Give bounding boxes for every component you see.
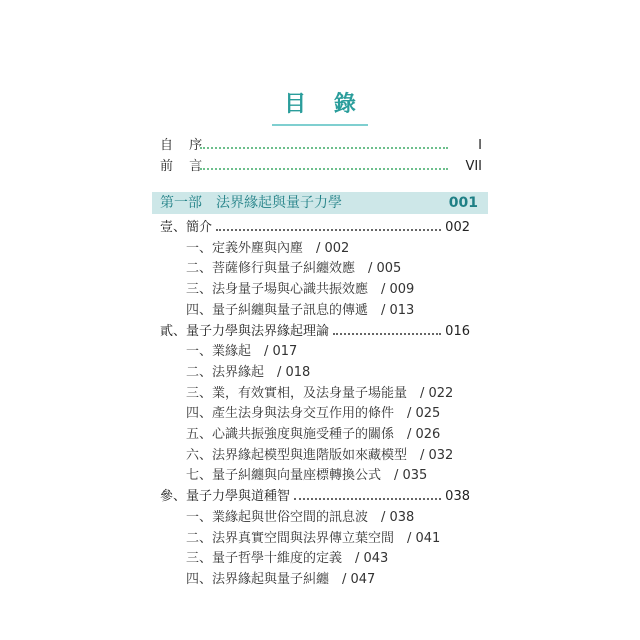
toc-section-row[interactable] xyxy=(0,259,640,279)
section-title: 一、業緣起與世俗空間的訊息波 / 038 xyxy=(186,509,415,525)
toc-section-row[interactable] xyxy=(0,570,640,590)
section-title: 二、菩薩修行與量子糾纏效應 / 005 xyxy=(186,261,402,277)
section-title: 四、產生法身與法身交互作用的條件 / 025 xyxy=(186,406,441,422)
toc-section-row[interactable] xyxy=(0,529,640,549)
toc-chapter-row[interactable] xyxy=(0,218,640,238)
leader-dots xyxy=(333,333,441,335)
section-title: 四、法界緣起與量子糾纏 / 047 xyxy=(186,571,376,587)
toc-section-row[interactable] xyxy=(0,239,640,259)
section-title: 七、量子糾纏與向量座標轉換公式 / 035 xyxy=(186,468,428,484)
toc-section-row[interactable] xyxy=(0,404,640,424)
toc-front-matter-row[interactable] xyxy=(0,157,640,177)
leader-dots xyxy=(200,147,448,149)
section-title: 四、量子糾纏與量子訊息的傳遞 / 013 xyxy=(186,302,415,318)
section-title: 三、法身量子場與心識共振效應 / 009 xyxy=(186,282,415,298)
chapter-title: 貳、量子力學與法界緣起理論 xyxy=(160,323,330,339)
toc-section-row[interactable] xyxy=(0,446,640,466)
page-number: VII xyxy=(465,159,482,174)
toc-front-matter-row[interactable] xyxy=(0,136,640,156)
chapter-title: 參、量子力學與道種智 xyxy=(160,489,291,505)
toc-section-row[interactable] xyxy=(0,425,640,445)
section-title: 六、法界緣起模型與進階版如來藏模型 / 032 xyxy=(186,447,454,463)
toc-section-row[interactable] xyxy=(0,549,640,569)
toc-chapter-row[interactable] xyxy=(0,487,640,507)
part-title: 第一部 法界緣起與量子力學 xyxy=(160,195,342,211)
toc-chapter-row[interactable] xyxy=(0,322,640,342)
toc-section-row[interactable] xyxy=(0,280,640,300)
leader-dots xyxy=(216,229,441,231)
page-number: I xyxy=(478,138,482,153)
toc-section-row[interactable] xyxy=(0,301,640,321)
toc-section-row[interactable] xyxy=(0,384,640,404)
toc-section-row[interactable] xyxy=(0,466,640,486)
section-title: 二、法界緣起 / 018 xyxy=(186,364,311,380)
section-title: 一、定義外塵與內塵 / 002 xyxy=(186,240,350,256)
page-number: 002 xyxy=(445,220,470,235)
toc-section-row[interactable] xyxy=(0,508,640,528)
section-title: 一、業緣起 / 017 xyxy=(186,344,298,360)
section-title: 二、法界真實空間與法界傳立葉空間 / 041 xyxy=(186,530,441,546)
page-title: 目 錄 xyxy=(272,92,368,126)
toc-section-row[interactable] xyxy=(0,342,640,362)
section-title: 五、心識共振強度與施受種子的關係 / 026 xyxy=(186,427,441,442)
section-title: 三、量子哲學十維度的定義 / 043 xyxy=(186,551,389,567)
front-matter-label: 前 言 xyxy=(160,159,209,174)
leader-dots xyxy=(294,498,441,500)
toc-section-row[interactable] xyxy=(0,363,640,383)
front-matter-label: 自 序 xyxy=(160,138,209,153)
part-page-number: 001 xyxy=(448,195,478,211)
leader-dots xyxy=(200,168,448,170)
page-number: 038 xyxy=(445,489,470,505)
page-number: 016 xyxy=(445,323,470,339)
title-wrap xyxy=(0,92,640,126)
part-heading-bar[interactable] xyxy=(152,192,488,214)
chapter-title: 壹、簡介 xyxy=(160,220,213,235)
section-title: 三、業，有效實相，及法身量子場能量 / 022 xyxy=(186,385,454,401)
